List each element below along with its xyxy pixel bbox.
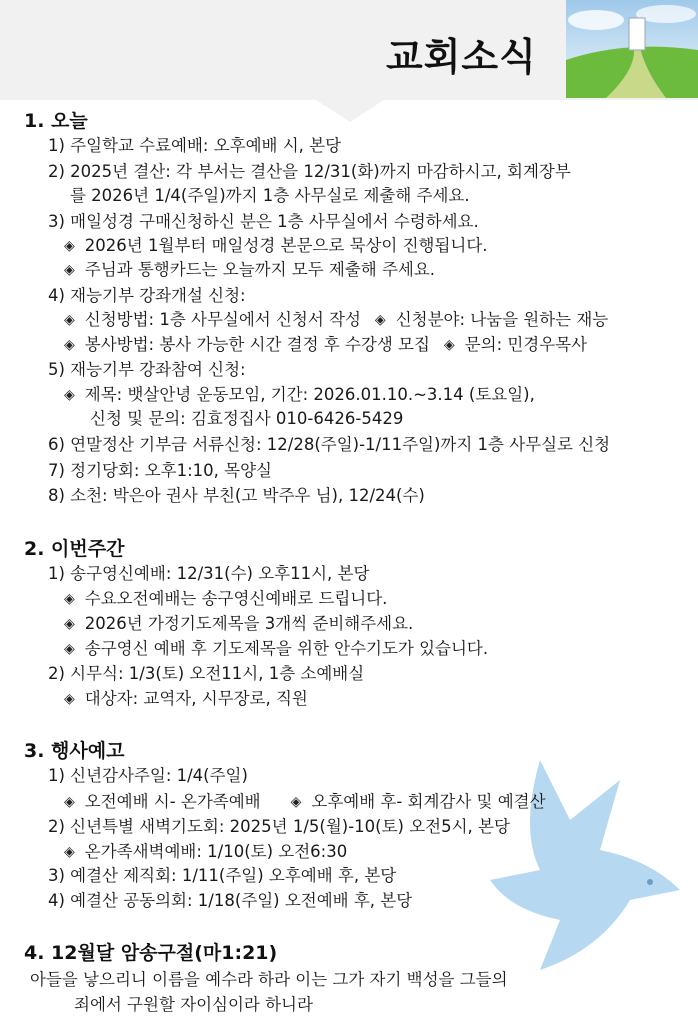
sub-item [64,381,535,405]
sub-item [64,306,608,330]
header-banner [0,0,698,100]
diamond-bullet-icon: ◈ [64,238,75,254]
diamond-bullet-icon: ◈ [64,591,75,607]
sub-item-text: 제목: 뱃살안녕 운동모임, 기간: 2026.01.10.~3.14 (토요일), [84,385,535,404]
section-heading-today: 1. 오늘 [24,110,88,132]
list-item: 7) 정기당회: 오후1:10, 목양실 [48,461,272,480]
diamond-bullet-icon: ◈ [64,844,75,860]
sub-item-text: 2026년 1월부터 매일성경 본문으로 묵상이 진행됩니다. [84,236,488,255]
diamond-bullet-icon: ◈ [64,616,75,632]
list-item: 1) 신년감사주일: 1/4(주일) [48,766,248,785]
list-item: 5) 재능기부 강좌참여 신청: [48,360,246,379]
list-item: 4) 예결산 공동의회: 1/18(주일) 오전예배 후, 본당 [48,891,413,910]
diamond-bullet-icon: ◈ [64,337,75,353]
diamond-bullet-icon: ◈ [64,641,75,657]
sub-item-text: 주님과 통행카드는 오늘까지 모두 제출해 주세요. [84,260,436,279]
page-title: 교회소식 [386,35,537,79]
sub-item [64,635,488,659]
sub-item [64,331,587,355]
sub-item [64,838,347,862]
sub-item [64,232,488,256]
list-item: 8) 소천: 박은아 권사 부친(고 박주우 님), 12/24(수) [48,486,425,505]
section-heading-memory-verse: 4. 12월달 암송구절(마1:21) [24,942,278,964]
list-item: 2) 2025년 결산: 각 부서는 결산을 12/31(화)까지 마감하시고, 회계장부 [48,162,571,181]
list-item: 6) 연말정산 기부금 서류신청: 12/28(주일)-1/11주일)까지 1층 사무실로 신청 [48,435,611,454]
diamond-bullet-icon: ◈ [64,691,75,707]
list-item: 4) 재능기부 강좌개설 신청: [48,286,246,305]
memory-verse-text: 아들을 낳으리니 이름을 예수라 하라 이는 그가 자기 백성을 그들의 [30,970,508,989]
diamond-bullet-icon: ◈ [443,337,455,353]
list-item: 2) 신년특별 새벽기도회: 2025년 1/5(월)-10(토) 오전5시, 본당 [48,817,510,836]
section-heading-this-week: 2. 이번주간 [24,538,125,560]
sub-item-text: 송구영신 예배 후 기도제목을 위한 안수기도가 있습니다. [84,639,489,658]
list-item: 1) 송구영신예배: 12/31(수) 오후11시, 본당 [48,564,370,583]
sub-item-text: 신청분야: 나눔을 원하는 재능 [395,310,609,329]
sub-item [64,256,435,280]
diamond-bullet-icon: ◈ [64,312,75,328]
section-heading-upcoming-events: 3. 행사예고 [24,740,125,762]
sub-item-continuation: 신청 및 문의: 김효정집사 010-6426-5429 [90,409,404,428]
diamond-bullet-icon: ◈ [374,312,386,328]
diamond-bullet-icon: ◈ [64,387,75,403]
header-pointer [310,96,390,122]
list-item: 2) 시무식: 1/3(토) 오전11시, 1층 소예배실 [48,664,365,683]
meadow-door-illustration [566,0,698,98]
sub-item [64,788,546,812]
sub-item-text: 2026년 가정기도제목을 3개씩 준비해주세요. [84,614,414,633]
diamond-bullet-icon: ◈ [64,794,75,810]
list-item-continuation: 를 2026년 1/4(주일)까지 1층 사무실로 제출해 주세요. [70,186,470,205]
list-item: 3) 예결산 제직회: 1/11(주일) 오후예배 후, 본당 [48,866,397,885]
sub-item-text: 온가족새벽예배: 1/10(토) 오전6:30 [84,842,348,861]
sub-item [64,610,413,634]
sub-item-text: 수요오전예배는 송구영신예배로 드립니다. [84,589,388,608]
memory-verse-text-continuation: 죄에서 구원할 자이심이라 하니라 [74,995,313,1014]
sub-item-text: 신청방법: 1층 사무실에서 신청서 작성 [84,310,361,329]
list-item: 3) 매일성경 구매신청하신 분은 1층 사무실에서 수령하세요. [48,212,479,231]
sub-item-text: 오후예배 후- 회계감사 및 예결산 [311,792,546,811]
sub-item [64,585,387,609]
sub-item-text: 봉사방법: 봉사 가능한 시간 결정 후 수강생 모집 [84,335,430,354]
sub-item [64,685,308,709]
sub-item-text: 대상자: 교역자, 시무장로, 직원 [84,689,308,708]
list-item: 1) 주일학교 수료예배: 오후예배 시, 본당 [48,136,342,155]
sub-item-text: 오전예배 시- 온가족예배 [84,792,261,811]
sub-item-text: 문의: 민경우목사 [464,335,588,354]
diamond-bullet-icon: ◈ [64,262,75,278]
diamond-bullet-icon: ◈ [290,794,302,810]
